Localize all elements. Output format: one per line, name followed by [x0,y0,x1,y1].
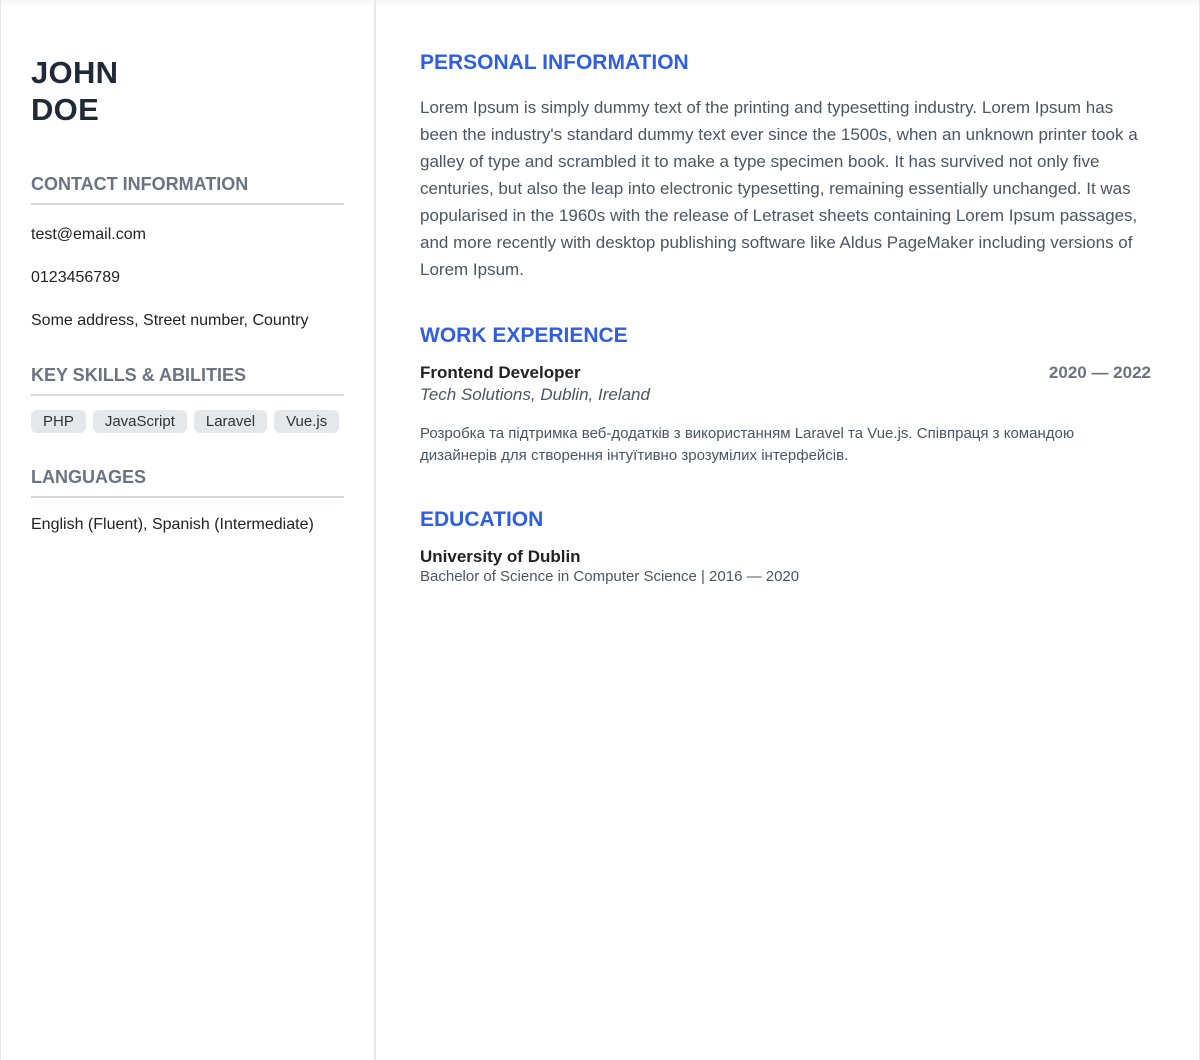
contact-section [31,174,344,331]
contact-address: Some address, Street number, Country [31,312,309,329]
education-entry [420,547,1151,585]
work-heading: WORK EXPERIENCE [420,324,628,347]
name-first: JOHN [31,55,119,90]
skills-list [31,410,344,433]
work-section [420,323,1151,467]
main-content [376,0,1199,1060]
candidate-name [31,54,344,128]
contact-list [31,225,344,331]
job-title: Frontend Developer [420,363,581,382]
contact-phone: 0123456789 [31,269,120,286]
languages-text: English (Fluent), Spanish (Intermediate) [31,516,314,533]
contact-email: test@email.com [31,226,146,243]
job-company: Tech Solutions, Dublin, Ireland [420,385,650,404]
sidebar [1,0,376,1060]
skill-chip: PHP [31,410,86,433]
job-description: Розробка та підтримка веб-додатків з використанням Laravel та Vue.js. Співпраця з командою дизайнерів для створення інтуїтивно зрозумілих інтерфейсів. [420,425,1075,464]
job-header [420,363,1151,383]
skills-heading: KEY SKILLS & ABILITIES [31,365,344,396]
job-entry [420,363,1151,467]
education-heading: EDUCATION [420,508,544,531]
languages-section [31,467,344,535]
job-dates: 2020 — 2022 [1048,363,1151,382]
languages-heading: LANGUAGES [31,467,344,498]
name-last: DOE [31,92,100,127]
personal-section [420,50,1151,283]
contact-heading: CONTACT INFORMATION [31,174,344,205]
education-degree: Bachelor of Science in Computer Science | 2016 — 2020 [420,568,800,585]
education-section [420,507,1151,585]
skill-chip: Laravel [194,410,267,433]
personal-heading: PERSONAL INFORMATION [420,51,689,74]
skill-chip: JavaScript [93,410,187,433]
skill-chip: Vue.js [274,410,339,433]
education-school: University of Dublin [420,547,581,566]
skills-section [31,365,344,433]
personal-summary: Lorem Ipsum is simply dummy text of the printing and typesetting industry. Lorem Ipsum has been the industry's standard dummy text ever since the 1500s, when an unknown printer took a galley of type and scrambled it to make a type specimen book. It has survived not only five centuries, but also the leap into electronic typesetting, remaining essentially unchanged. It was popularised in the 1960s with the release of Letraset sheets containing Lorem Ipsum passages, and more recently with desktop publishing software like Aldus PageMaker including versions of Lorem Ipsum. [420,98,1138,279]
